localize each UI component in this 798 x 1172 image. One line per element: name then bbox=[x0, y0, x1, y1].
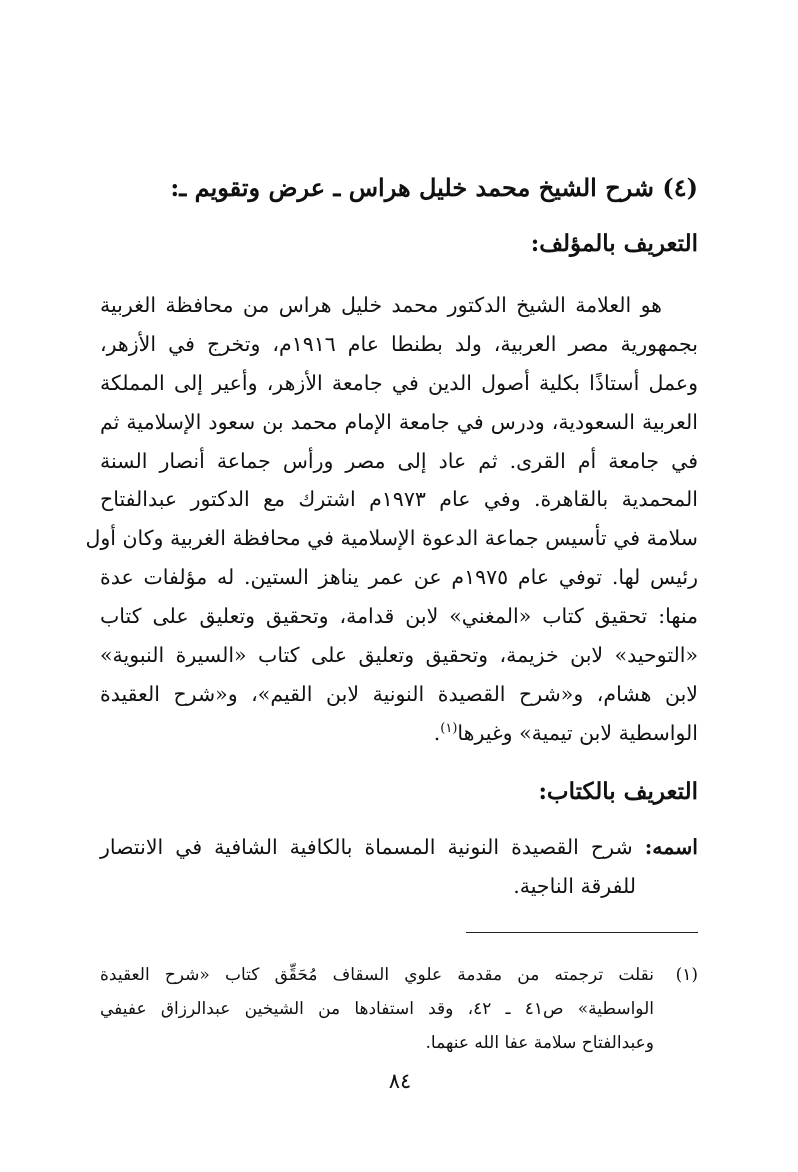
body-line: سلامة في تأسيس جماعة الدعوة الإسلامية في محافظة الغربية وكان أول bbox=[85, 526, 698, 551]
name-text: شرح القصيدة النونية المسماة بالكافية الشافية في الانتصار bbox=[100, 835, 633, 859]
name-label: اسمه: bbox=[644, 835, 698, 859]
footnote-reference: (١) bbox=[440, 720, 458, 736]
body-line: وعمل أستاذًا بكلية أصول الدين في جامعة الأزهر، وأعير إلى المملكة bbox=[100, 370, 698, 395]
body-line: منها: تحقيق كتاب «المغني» لابن قدامة، وتحقيق وتعليق على كتاب bbox=[100, 604, 698, 629]
book-name-block bbox=[100, 828, 698, 906]
body-line: رئيس لها. توفي عام ١٩٧٥م عن عمر يناهز الستين. له مؤلفات عدة bbox=[100, 565, 698, 590]
body-end-mark: . bbox=[433, 720, 441, 745]
body-line: بجمهورية مصر العربية، ولد بطنطا عام ١٩١٦م، وتخرج في الأزهر، bbox=[100, 331, 698, 356]
body-line: العربية السعودية، ودرس في جامعة الإمام محمد بن سعود الإسلامية ثم bbox=[100, 409, 698, 434]
author-heading: التعريف بالمؤلف: bbox=[530, 230, 698, 257]
author-biography bbox=[85, 286, 698, 753]
body-line: «التوحيد» لابن خزيمة، وتحقيق وتعليق على كتاب «السيرة النبوية» bbox=[100, 643, 698, 668]
body-line: في جامعة أم القرى. ثم عاد إلى مصر ورأس جماعة أنصار السنة bbox=[100, 448, 698, 473]
book-name-continuation: للفرقة الناجية. bbox=[513, 873, 636, 898]
body-last-line-text: الواسطية لابن تيمية» وغيرها bbox=[457, 720, 698, 745]
footnote-separator bbox=[466, 932, 698, 933]
book-name-line bbox=[100, 828, 698, 867]
section-title: (٤) شرح الشيخ محمد خليل هراس ـ عرض وتقويم ـ: bbox=[170, 173, 698, 202]
footnote-line: الواسطية» ص٤١ ـ ٤٢، وقد استفادها من الشيخين عبدالرزاق عفيفي bbox=[100, 999, 654, 1019]
body-last-line bbox=[100, 714, 698, 753]
footnote-line bbox=[100, 958, 698, 992]
book-heading: التعريف بالكتاب: bbox=[538, 778, 698, 805]
body-line: المحمدية بالقاهرة. وفي عام ١٩٧٣م اشترك مع الدكتور عبدالفتاح bbox=[100, 487, 698, 512]
footnote-text: نقلت ترجمته من مقدمة علوي السقاف مُحَقِّق كتاب «شرح العقيدة bbox=[100, 965, 654, 985]
footnote-marker: (١) bbox=[675, 965, 698, 985]
footnotes bbox=[100, 958, 698, 1060]
body-line: لابن هشام، و«شرح القصيدة النونية لابن القيم»، و«شرح العقيدة bbox=[100, 681, 698, 706]
body-line: هو العلامة الشيخ الدكتور محمد خليل هراس من محافظة الغربية bbox=[100, 293, 662, 317]
page-number: ٨٤ bbox=[388, 1069, 412, 1093]
footnote-line: وعبدالفتاح سلامة عفا الله عنهما. bbox=[425, 1033, 654, 1053]
